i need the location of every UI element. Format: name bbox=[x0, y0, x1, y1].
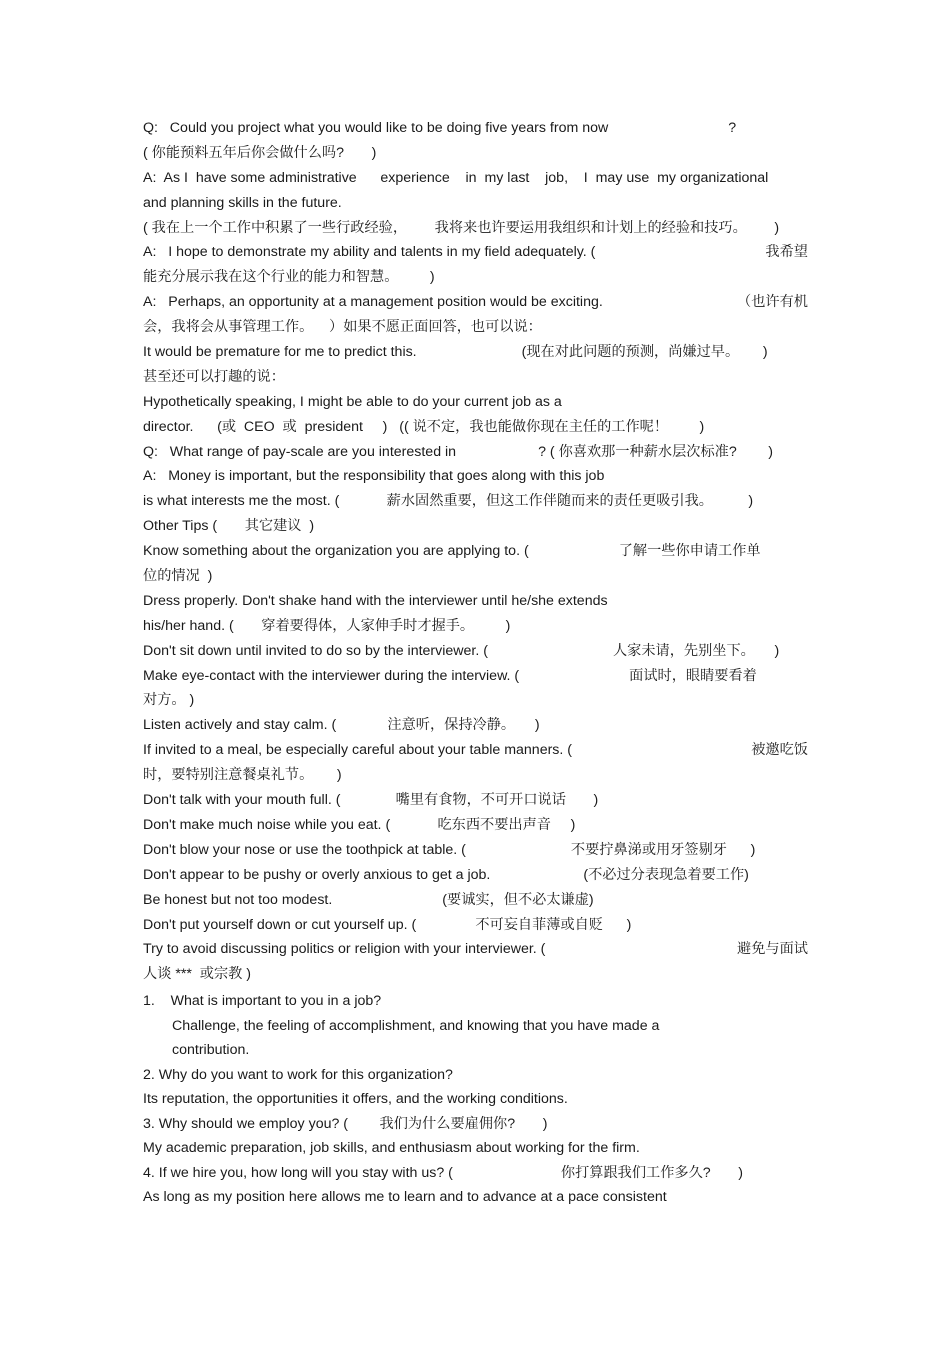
line-text: Make eye-contact with the interviewer during the interview. ( bbox=[143, 667, 520, 684]
line-trailing-text: 了解一些你申请工作单 bbox=[618, 543, 761, 560]
interview-tips-section bbox=[143, 116, 808, 987]
line-text: Don't make much noise while you eat. ( 吃东西不要出声音 ) bbox=[143, 816, 576, 833]
text-line bbox=[143, 514, 808, 539]
line-text: Its reputation, the opportunities it offers, and the working conditions. bbox=[143, 1091, 568, 1108]
text-line bbox=[143, 688, 808, 713]
text-line bbox=[143, 989, 808, 1014]
line-right-text: 我希望 bbox=[765, 244, 808, 261]
text-line bbox=[143, 141, 808, 166]
text-line bbox=[143, 191, 808, 216]
text-line bbox=[143, 788, 808, 813]
text-line bbox=[143, 962, 808, 987]
text-line bbox=[143, 614, 808, 639]
line-text: Don't put yourself down or cut yourself up. ( 不可妄自菲薄或自贬 ) bbox=[143, 916, 632, 933]
line-text: Know something about the organization you are applying to. ( bbox=[143, 543, 529, 560]
text-line bbox=[143, 340, 808, 365]
line-trailing-text: ? ( 你喜欢那一种薪水层次标准? ) bbox=[538, 443, 773, 460]
text-line bbox=[143, 713, 808, 738]
text-line bbox=[143, 539, 808, 564]
text-line bbox=[143, 1112, 808, 1137]
line-text: 2. Why do you want to work for this organization? bbox=[143, 1066, 453, 1083]
line-right-text: （也许有机 bbox=[737, 294, 808, 311]
line-text: Try to avoid discussing politics or religion with your interviewer. ( bbox=[143, 941, 546, 958]
line-text: Don't talk with your mouth full. ( 嘴里有食物，不可开口说话 ) bbox=[143, 792, 599, 809]
line-trailing-text: 不要拧鼻涕或用牙签剔牙 ) bbox=[570, 841, 756, 858]
text-line bbox=[143, 763, 808, 788]
text-line bbox=[143, 1014, 808, 1039]
line-text: If invited to a meal, be especially careful about your table manners. ( bbox=[143, 742, 573, 759]
line-text: is what interests me the most. ( 薪水固然重要，但这工作伴随而来的责任更吸引我。 ) bbox=[143, 493, 754, 510]
text-line bbox=[143, 1161, 808, 1186]
line-text: A: Perhaps, an opportunity at a management position would be exciting. bbox=[143, 294, 603, 311]
line-text: 对方。 ) bbox=[143, 692, 195, 709]
line-text: Hypothetically speaking, I might be able to do your current job as a bbox=[143, 393, 562, 410]
line-text: 3. Why should we employ you? ( 我们为什么要雇佣你? ) bbox=[143, 1115, 548, 1132]
line-text: Other Tips ( 其它建议 ) bbox=[143, 518, 315, 535]
line-trailing-text: 你打算跟我们工作多久? ) bbox=[560, 1164, 743, 1181]
text-line bbox=[143, 1136, 808, 1161]
text-line bbox=[143, 415, 808, 440]
line-text: ( 你能预料五年后你会做什么吗? ) bbox=[143, 144, 377, 161]
line-text: 能充分展示我在这个行业的能力和智慧。 ) bbox=[143, 269, 435, 286]
line-right-text: 被邀吃饭 bbox=[751, 742, 808, 759]
line-trailing-text: 人家未请，先别坐下。 ) bbox=[612, 642, 780, 659]
text-line bbox=[143, 639, 808, 664]
line-text: As long as my position here allows me to learn and to advance at a pace consistent bbox=[143, 1189, 667, 1206]
line-text: 1. What is important to you in a job? bbox=[143, 993, 382, 1010]
text-line bbox=[143, 216, 808, 241]
line-text: 4. If we hire you, how long will you stay with us? ( bbox=[143, 1164, 453, 1181]
text-line bbox=[143, 888, 808, 913]
line-text: Listen actively and stay calm. ( 注意听，保持冷静。 ) bbox=[143, 717, 540, 734]
line-text: 人谈 *** 或宗教 ) bbox=[143, 966, 251, 983]
text-line bbox=[143, 863, 808, 888]
line-text: Be honest but not too modest. bbox=[143, 891, 333, 908]
text-line bbox=[143, 564, 808, 589]
text-line bbox=[143, 464, 808, 489]
text-line bbox=[143, 1038, 808, 1063]
line-text: A: Money is important, but the responsibility that goes along with this job bbox=[143, 468, 605, 485]
line-trailing-text: ? bbox=[728, 120, 737, 136]
line-text: director. (或 CEO 或 president ) (( 说不定，我也能做你现在主任的工作呢！ ) bbox=[143, 418, 705, 435]
line-text: It would be premature for me to predict this. bbox=[143, 344, 417, 361]
text-line bbox=[143, 265, 808, 290]
interview-questions-section bbox=[143, 989, 808, 1210]
line-text: Q: Could you project what you would like to be doing five years from now bbox=[143, 120, 609, 136]
line-text: and planning skills in the future. bbox=[143, 194, 342, 211]
document-body bbox=[143, 116, 808, 1210]
text-line bbox=[143, 589, 808, 614]
line-trailing-text: 面试时，眼睛要看着 bbox=[629, 667, 757, 684]
text-line bbox=[143, 1087, 808, 1112]
text-line bbox=[143, 315, 808, 340]
text-line bbox=[143, 240, 808, 265]
line-text: ( 我在上一个工作中积累了一些行政经验， 我将来也许要运用我组织和计划上的经验和技巧。 ) bbox=[143, 219, 780, 236]
text-line bbox=[143, 664, 808, 689]
line-trailing-text: (现在对此问题的预测，尚嫌过早。 ) bbox=[521, 344, 768, 361]
line-text: Don't sit down until invited to do so by the interviewer. ( bbox=[143, 642, 488, 659]
line-text: 位的情况 ) bbox=[143, 568, 213, 585]
text-line bbox=[143, 489, 808, 514]
text-line bbox=[143, 838, 808, 863]
text-line bbox=[143, 913, 808, 938]
line-text: contribution. bbox=[172, 1042, 250, 1059]
line-right-text: 避免与面试 bbox=[737, 941, 808, 958]
text-line bbox=[143, 1185, 808, 1210]
text-line bbox=[143, 813, 808, 838]
text-line bbox=[143, 937, 808, 962]
line-trailing-text: (不必过分表现急着要工作) bbox=[583, 866, 749, 883]
line-text: Don't blow your nose or use the toothpick at table. ( bbox=[143, 841, 466, 858]
text-line bbox=[143, 390, 808, 415]
line-text: 时，要特别注意餐桌礼节。 ) bbox=[143, 767, 342, 784]
text-line bbox=[143, 440, 808, 465]
line-trailing-text: (要诚实，但不必太谦虚) bbox=[442, 891, 594, 908]
line-text: My academic preparation, job skills, and enthusiasm about working for the firm. bbox=[143, 1140, 640, 1157]
text-line bbox=[143, 1063, 808, 1088]
line-text: his/her hand. ( 穿着要得体，人家伸手时才握手。 ) bbox=[143, 617, 511, 634]
line-text: A: I hope to demonstrate my ability and talents in my field adequately. ( bbox=[143, 244, 596, 261]
text-line bbox=[143, 365, 808, 390]
text-line bbox=[143, 166, 808, 191]
line-text: Q: What range of pay-scale are you interested in bbox=[143, 443, 457, 460]
line-text: Dress properly. Don't shake hand with the interviewer until he/she extends bbox=[143, 592, 608, 609]
line-text: Don't appear to be pushy or overly anxious to get a job. bbox=[143, 866, 491, 883]
text-line bbox=[143, 116, 808, 141]
line-text: Challenge, the feeling of accomplishment, and knowing that you have made a bbox=[172, 1017, 660, 1034]
text-line bbox=[143, 290, 808, 315]
text-line bbox=[143, 738, 808, 763]
line-text: A: As I have some administrative experience in my last job, I may use my organizational bbox=[143, 169, 769, 186]
line-text: 甚至还可以打趣的说： bbox=[143, 368, 285, 385]
line-text: 会，我将会从事管理工作。 ）如果不愿正面回答，也可以说： bbox=[143, 319, 542, 336]
